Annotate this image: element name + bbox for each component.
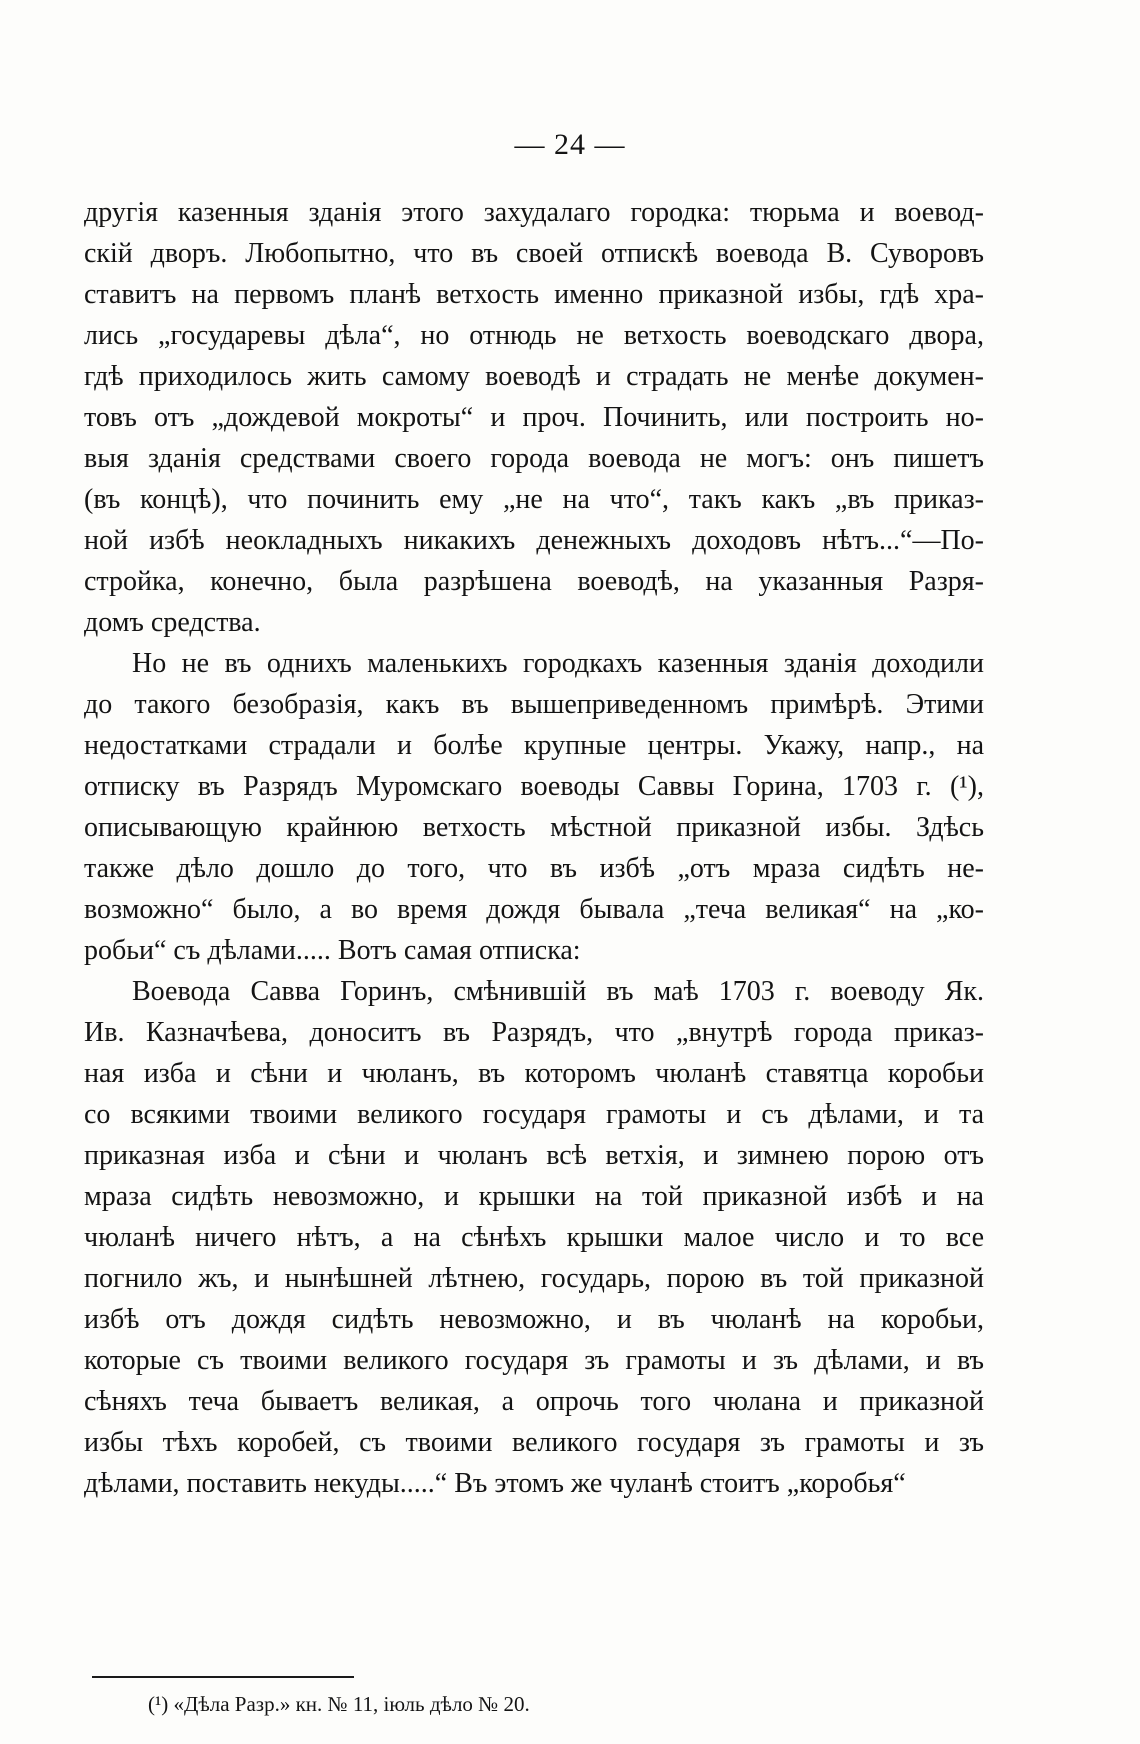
- text-line: со всякими твоими великого государя грамоты и съ дѣлами, и та: [84, 1099, 984, 1130]
- text-line: выя зданія средствами своего города воевода не могъ: онъ пишетъ: [84, 443, 984, 474]
- text-line: гдѣ приходилось жить самому воеводѣ и страдать не менѣе докумен-: [84, 361, 984, 392]
- text-line: описывающую крайнюю ветхость мѣстной приказной избы. Здѣсь: [84, 812, 984, 843]
- footnote: (¹) «Дѣла Разр.» кн. № 11, іюль дѣло № 20.: [148, 1692, 530, 1716]
- text-line: лись „государевы дѣла“, но отнюдь не ветхость воеводскаго двора,: [84, 320, 984, 351]
- text-line: Ив. Казначѣева, доноситъ въ Разрядъ, что „внутрѣ города приказ-: [84, 1017, 984, 1048]
- text-line: отписку въ Разрядъ Муромскаго воеводы Саввы Горина, 1703 г. (¹),: [84, 771, 984, 802]
- text-line: товъ отъ „дождевой мокроты“ и проч. Починить, или построить но-: [84, 402, 984, 433]
- text-line: ной избѣ неокладныхъ никакихъ денежныхъ доходовъ нѣтъ...“—По-: [84, 525, 984, 556]
- text-line: чюланѣ ничего нѣтъ, а на сѣнѣхъ крышки малое число и то все: [84, 1222, 984, 1253]
- text-line: до такого безобразія, какъ въ вышеприведенномъ примѣрѣ. Этими: [84, 689, 984, 720]
- text-line: недостатками страдали и болѣе крупные центры. Укажу, напр., на: [84, 730, 984, 761]
- text-line: Но не въ однихъ маленькихъ городкахъ казенныя зданія доходили: [132, 648, 984, 679]
- paragraph: [84, 192, 984, 643]
- text-line: дѣлами, поставить некуды.....“ Въ этомъ же чуланѣ стоитъ „коробья“: [84, 1468, 906, 1499]
- text-line: возможно“ было, а во время дождя бывала „теча великая“ на „ко-: [84, 894, 984, 925]
- text-line: (въ концѣ), что починить ему „не на что“, такъ какъ „въ приказ-: [84, 484, 984, 515]
- footnote-divider: [92, 1676, 354, 1678]
- text-line: сѣняхъ теча бываетъ великая, а опрочь того чюлана и приказной: [84, 1386, 984, 1417]
- text-line: стройка, конечно, была разрѣшена воеводѣ, на указанныя Разря-: [84, 566, 984, 597]
- page-number: — 24 —: [514, 128, 626, 161]
- text-line: избы тѣхъ коробей, съ твоими великого государя зъ грамоты и зъ: [84, 1427, 984, 1458]
- text-line: другія казенныя зданія этого захудалаго городка: тюрьма и воевод-: [84, 197, 984, 228]
- text-line: ставитъ на первомъ планѣ ветхость именно приказной избы, гдѣ хра-: [84, 279, 984, 310]
- text-line: также дѣло дошло до того, что въ избѣ „отъ мраза сидѣть не-: [84, 853, 984, 884]
- text-line: мраза сидѣть невозможно, и крышки на той приказной избѣ и на: [84, 1181, 984, 1212]
- text-line: скій дворъ. Любопытно, что въ своей отпискѣ воевода В. Суворовъ: [84, 238, 984, 269]
- text-line: избѣ отъ дождя сидѣть невозможно, и въ чюланѣ на коробьи,: [84, 1304, 984, 1335]
- text-line: робьи“ съ дѣлами..... Вотъ самая отписка:: [84, 935, 581, 966]
- body-text: [84, 192, 984, 1504]
- text-line: приказная изба и сѣни и чюланъ всѣ ветхія, и зимнею порою отъ: [84, 1140, 984, 1171]
- text-line: Воевода Савва Горинъ, смѣнившій въ маѣ 1703 г. воеводу Як.: [132, 976, 984, 1007]
- paragraph: [84, 971, 984, 1504]
- paragraph: [84, 643, 984, 971]
- text-line: ная изба и сѣни и чюланъ, въ которомъ чюланѣ ставятца коробьи: [84, 1058, 984, 1089]
- text-line: погнило жъ, и нынѣшней лѣтнею, государь, порою въ той приказной: [84, 1263, 984, 1294]
- text-line: которые съ твоими великого государя зъ грамоты и зъ дѣлами, и въ: [84, 1345, 984, 1376]
- text-line: домъ средства.: [84, 607, 261, 638]
